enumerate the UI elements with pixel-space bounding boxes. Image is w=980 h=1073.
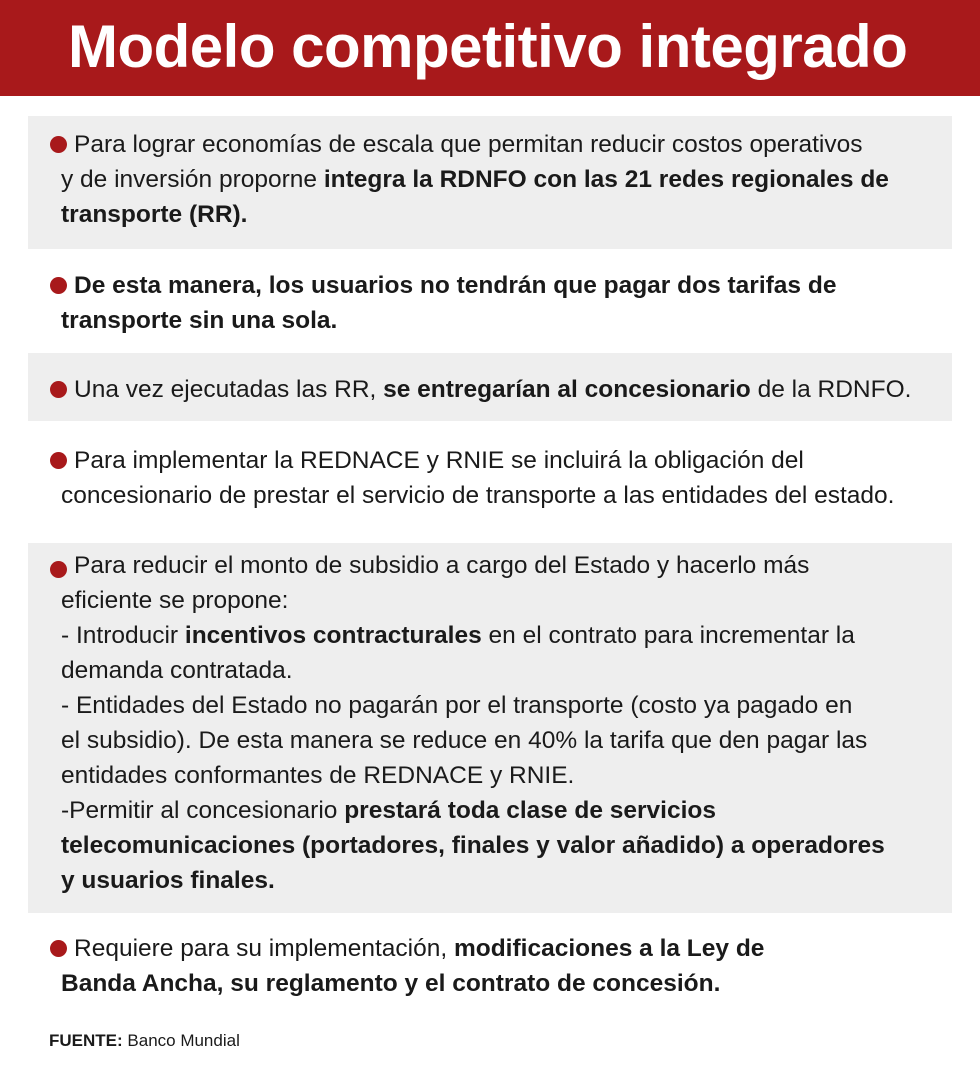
info-block-6 <box>28 915 952 1015</box>
header-bar <box>0 0 980 96</box>
block5-line5: - Entidades del Estado no pagarán por el transporte (costo ya pagado en <box>61 692 853 719</box>
block5-line7: entidades conformantes de REDNACE y RNIE. <box>61 762 575 789</box>
block1-line1: Para lograr economías de escala que permitan reducir costos operativos <box>61 127 926 162</box>
bullet-icon <box>50 136 67 153</box>
bullet-icon <box>50 381 67 398</box>
block4-line2: concesionario de prestar el servicio de transporte a las entidades del estado. <box>61 482 895 509</box>
info-block-5 <box>28 543 952 913</box>
page-title: Modelo competitivo integrado <box>68 13 908 80</box>
block5-line4: demanda contratada. <box>61 657 293 684</box>
block3-line1: Una vez ejecutadas las RR, se entregarían al concesionario de la RDNFO. <box>61 372 926 407</box>
info-block-1 <box>28 116 952 249</box>
block2-line2: transporte sin una sola. <box>61 307 338 334</box>
source-value: Banco Mundial <box>122 1031 240 1050</box>
info-block-3 <box>28 353 952 421</box>
block1-line2: y de inversión proporne integra la RDNFO con las 21 redes regionales de <box>61 166 889 193</box>
info-block-4 <box>28 423 952 541</box>
bullet-icon <box>50 940 67 957</box>
block5-line2: eficiente se propone: <box>61 587 289 614</box>
bullet-icon <box>50 277 67 294</box>
bullet-icon <box>50 561 67 578</box>
block5-line8: -Permitir al concesionario prestará toda clase de servicios <box>61 797 717 824</box>
block5-line3: - Introducir incentivos contracturales en el contrato para incrementar la <box>61 622 855 649</box>
block4-line1: Para implementar la REDNACE y RNIE se incluirá la obligación del <box>61 443 926 478</box>
block5-line1: Para reducir el monto de subsidio a cargo del Estado y hacerlo más <box>61 548 926 583</box>
block6-line2: Banda Ancha, su reglamento y el contrato de concesión. <box>61 970 721 997</box>
source-credit <box>49 1029 240 1053</box>
info-block-2 <box>28 251 952 351</box>
bullet-icon <box>50 452 67 469</box>
block2-line1: De esta manera, los usuarios no tendrán que pagar dos tarifas de <box>61 268 926 303</box>
block5-line6: el subsidio). De esta manera se reduce en 40% la tarifa que den pagar las <box>61 727 868 754</box>
block6-line1: Requiere para su implementación, modificaciones a la Ley de <box>61 931 926 966</box>
block1-line3: transporte (RR). <box>61 201 248 228</box>
block5-line10: y usuarios finales. <box>61 867 275 894</box>
source-label: FUENTE: <box>49 1031 123 1050</box>
block5-line9: telecomunicaciones (portadores, finales y valor añadido) a operadores <box>61 832 885 859</box>
